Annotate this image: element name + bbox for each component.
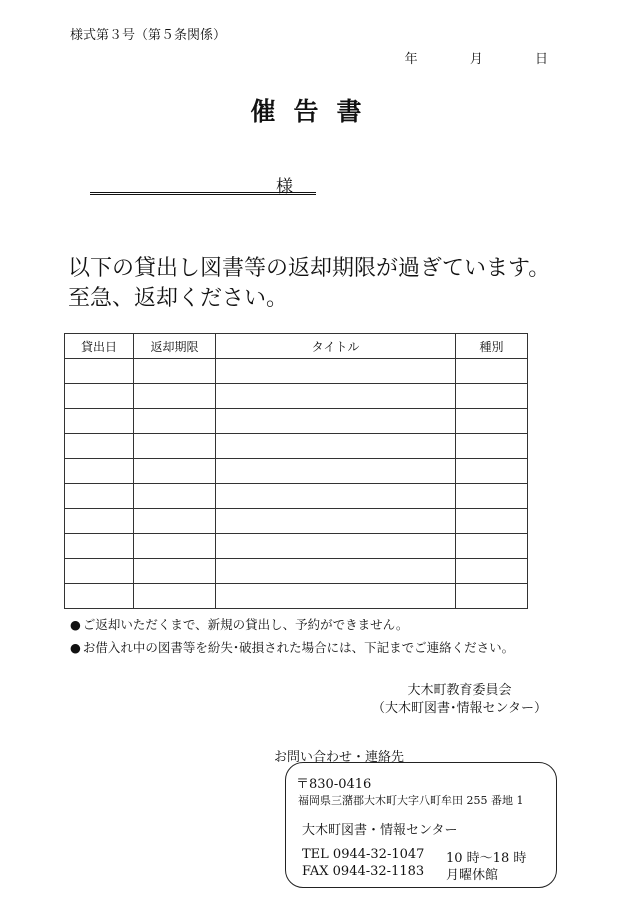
table-cell xyxy=(134,559,216,584)
document-title: 催告書 xyxy=(250,97,380,126)
column-header-due-date: 返却期限 xyxy=(134,334,216,359)
table-cell xyxy=(65,484,134,509)
opening-hours: 10 時～18 時 xyxy=(446,851,527,866)
table-cell xyxy=(456,559,528,584)
address: 福岡県三潴郡大木町大字八町牟田 255 番地 1 xyxy=(298,794,524,807)
postal-code: 〒830-0416 xyxy=(296,777,372,792)
contact-box xyxy=(285,762,557,888)
date-month: 月 xyxy=(469,52,483,67)
date-year: 年 xyxy=(404,52,418,67)
table-row xyxy=(65,559,528,584)
table-row xyxy=(65,434,528,459)
table-row xyxy=(65,534,528,559)
table-cell xyxy=(65,434,134,459)
date-line xyxy=(379,48,548,67)
notes-list xyxy=(70,613,514,659)
fax-number: FAX 0944-32-1183 xyxy=(302,864,425,879)
table-cell xyxy=(134,409,216,434)
table-cell xyxy=(134,434,216,459)
table-cell xyxy=(134,459,216,484)
table-header-row xyxy=(65,334,528,359)
table-cell xyxy=(65,509,134,534)
issuer-block xyxy=(372,682,547,718)
form-number: 様式第３号（第５条関係） xyxy=(70,28,227,43)
table-cell xyxy=(216,534,456,559)
column-header-type: 種別 xyxy=(456,334,528,359)
closed-day: 月曜休館 xyxy=(446,868,499,883)
table-cell xyxy=(456,409,528,434)
table-row xyxy=(65,484,528,509)
column-header-loan-date: 貸出日 xyxy=(65,334,134,359)
table-cell xyxy=(456,459,528,484)
table-cell xyxy=(216,584,456,609)
table-row xyxy=(65,584,528,609)
phone-number: TEL 0944-32-1047 xyxy=(302,847,425,862)
issuer-sub: （大木町図書･情報センター） xyxy=(372,701,547,716)
table-cell xyxy=(216,359,456,384)
table-cell xyxy=(134,509,216,534)
table-cell xyxy=(216,409,456,434)
table-cell xyxy=(456,434,528,459)
table-cell xyxy=(65,359,134,384)
note-item: ● ご返却いただくまで、新規の貸出し、予約ができません。 xyxy=(70,613,514,636)
inquiry-label: お問い合わせ・連絡先 xyxy=(274,750,405,765)
table-cell xyxy=(216,484,456,509)
loan-table xyxy=(64,333,528,609)
table-cell xyxy=(134,384,216,409)
overdue-notice xyxy=(68,254,550,314)
table-row xyxy=(65,459,528,484)
table-cell xyxy=(134,484,216,509)
table-cell xyxy=(216,509,456,534)
addressee-suffix: 様 xyxy=(276,177,293,197)
table-cell xyxy=(456,484,528,509)
table-cell xyxy=(65,384,134,409)
table-cell xyxy=(134,584,216,609)
date-day: 日 xyxy=(534,52,548,67)
table-cell xyxy=(65,459,134,484)
note-item: ● お借入れ中の図書等を紛失･破損された場合には、下記までご連絡ください。 xyxy=(70,636,514,659)
notice-line: 至急、返却ください。 xyxy=(68,286,289,311)
center-name: 大木町図書・情報センター xyxy=(302,823,458,838)
table-cell xyxy=(65,534,134,559)
table-cell xyxy=(134,359,216,384)
loan-table-body xyxy=(65,359,528,609)
table-row xyxy=(65,384,528,409)
table-cell xyxy=(456,509,528,534)
table-cell xyxy=(456,359,528,384)
table-cell xyxy=(216,559,456,584)
table-row xyxy=(65,409,528,434)
issuer-name: 大木町教育委員会 xyxy=(407,683,512,698)
table-cell xyxy=(65,409,134,434)
table-cell xyxy=(65,584,134,609)
table-cell xyxy=(134,534,216,559)
notice-line: 以下の貸出し図書等の返却期限が過ぎています。 xyxy=(68,256,551,281)
table-cell xyxy=(65,559,134,584)
table-cell xyxy=(456,384,528,409)
table-cell xyxy=(216,434,456,459)
table-cell xyxy=(216,384,456,409)
table-cell xyxy=(456,534,528,559)
table-row xyxy=(65,359,528,384)
column-header-title: タイトル xyxy=(216,334,456,359)
table-row xyxy=(65,509,528,534)
table-cell xyxy=(456,584,528,609)
table-cell xyxy=(216,459,456,484)
